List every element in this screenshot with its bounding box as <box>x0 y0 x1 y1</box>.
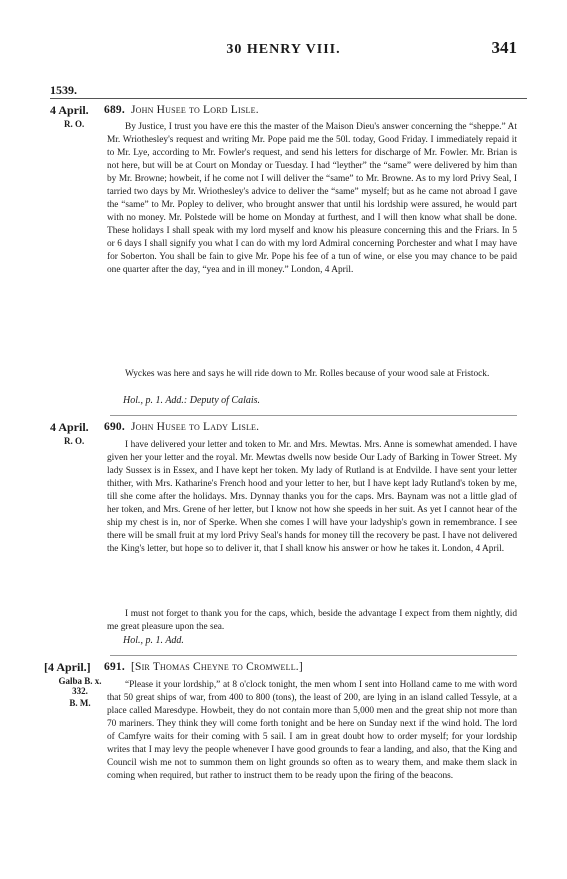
source-line: B. M. <box>69 698 91 708</box>
entry-number: 691. <box>104 661 125 673</box>
entry-footnote: Hol., p. 1. Add.: Deputy of Calais. <box>123 395 261 406</box>
entry-number: 690. <box>104 421 125 433</box>
year-label: 1539. <box>50 83 77 97</box>
entry-date: 4 April. <box>50 420 89 434</box>
entry-paragraph: I have delivered your letter and token to Mr. and Mrs. Mewtas. Mrs. Anne is somewhat amended. I have given her your letter and the royal. Mr. Mewtas dwells now beside Our Lady of Barking in Tower Street. My lady Sussex is in Essex, and I have kept her token. My lady of Rutland is at Endvilde. I have sent your letter thither, with Mrs. Katharine's French hood and your letter to her, but I have kept lady Rutland's token by me, till she come after the holidays. Mrs. Dynnay thanks you for the caps. Mrs. Baynam was not a little glad of her token, and Mrs. Grene of her letter, but I know not how she speeds in her suit. As yet I cannot hear of the ship my chest is in, nor of Sperke. When she comes I will have your ladyship's gown in remembrance. I see there will be small fruit at my lord Privy Seal's hands for money till the recovery be past. I have not delivered the King's letter, but hope so to deliver it, that I shall know his answer or how he takes it. London, 4 April. <box>107 440 517 554</box>
entry-heading <box>104 661 303 673</box>
entry-title: John Husee to Lord Lisle. <box>130 104 259 116</box>
entry-source: R. O. <box>64 436 85 446</box>
entry-heading <box>104 104 259 116</box>
entry-date: [4 April.] <box>44 660 91 674</box>
page-number: 341 <box>491 38 517 57</box>
entry-source: R. O. <box>64 119 85 129</box>
entry-paragraph: Wyckes was here and says he will ride down to Mr. Rolles because of your wood sale at Fristock. <box>125 369 490 379</box>
entry-divider <box>110 415 517 416</box>
entry-paragraph: I must not forget to thank you for the caps, which, beside the advantage I expect from them nightly, did me great pleasure upon the sea. <box>107 609 517 632</box>
entry-divider <box>110 655 517 656</box>
entry-paragraph: “Please it your lordship,” at 8 o'clock tonight, the men whom I sent into Holland came to me with word that 50 great ships of war, from 400 to 800 (tons), the least of 200, are lying in an island called Tessyle, at a place called Maresdype. Howbeit, they do not contain more than 5,000 men and the great ship not more than 70 mariners. They think they will come forth tonight and be here on Sunday next if the wind hold. The lord of Camfyre waits for their coming with 5 sail. I am in great doubt how to order myself; for your lordship writes that I may levy the people whenever I have good grounds to fear a landing, and also, that the King and Council wish me not to summon them on light grounds so often as to weary them, and make them slack in coming when required, but rather to instruct them to be ready upon the firing of the beacons. <box>107 680 517 781</box>
source-line: Galba B. x. <box>58 676 102 686</box>
entry-paragraph: By Justice, I trust you have ere this the master of the Maison Dieu's answer concerning the “sheppe.” At Mr. Wriothesley's request and writing Mr. Pope paid me the 50l. today, Good Friday. I immediately repaid it to Mr. Lye, according to Mr. Fowler's request, and send his letters for discharge of Mr. Fowler. Mr. Brian is not here, but will be at Court on Monday or Tuesday. I had “leyther” the “same” were delivered by him than by Mr. Browne; howbeit, if he come not I will deliver the “same” to Mr. Browne. As to my lord Privy Seal, I tarried two days by Mr. Wriothesley's advice to deliver the “same” myself; but as he came not abroad I gave the “same” to Mr. Popley to deliver, who brought answer that until his lordship were assured, he would part with no money. Mr. Polstede will be home on Monday at furthest, and I will then know what shall be done. These holidays I shall speak with my lord myself and know his pleasure concerning this and the Friars. In 5 or 6 days I shall signify you what I can do with my lord Admiral concerning Porchester and what I may have for Soberton. You shall be fain to give Mr. Pope his fee of a tun of wine, or else you may chance to be paid one quarter after the day, “yea and in ill money.” London, 4 April. <box>107 122 517 275</box>
entry-heading <box>104 421 259 433</box>
entry-number: 689. <box>104 104 125 116</box>
entry-date: 4 April. <box>50 103 89 117</box>
page-header <box>0 38 567 62</box>
entry-title: John Husee to Lady Lisle. <box>130 421 260 433</box>
entry-footnote: Hol., p. 1. Add. <box>123 635 184 646</box>
source-line: 332. <box>72 686 88 696</box>
header-rule <box>50 98 527 99</box>
entry-title: [Sir Thomas Cheyne to Cromwell.] <box>130 661 303 673</box>
running-title: 30 HENRY VIII. <box>226 42 341 57</box>
entry-source <box>52 676 108 708</box>
